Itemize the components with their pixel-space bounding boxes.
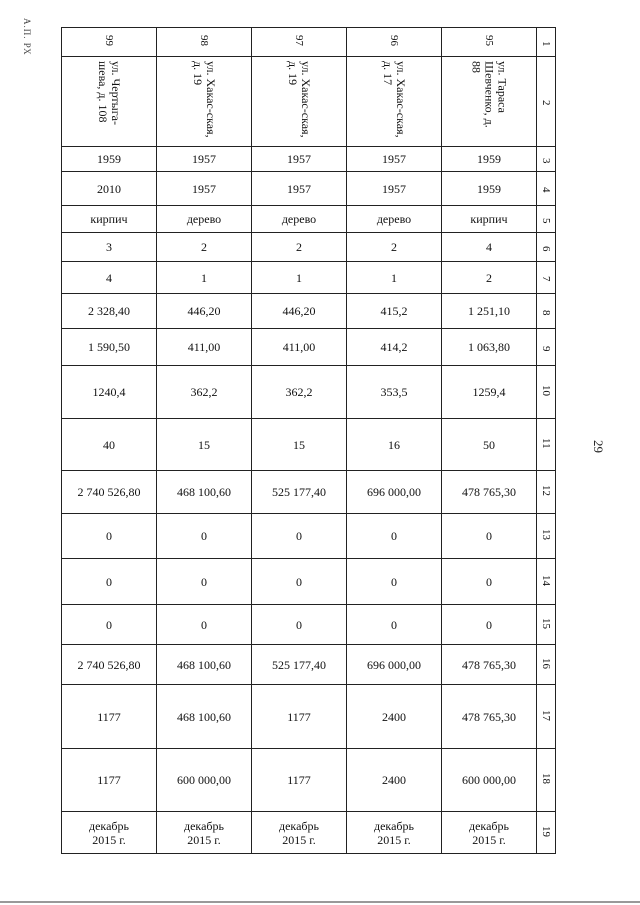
table-cell: 478 765,30 xyxy=(442,471,537,514)
address-cell: ул. Тараса Шевченко, д. 88 xyxy=(442,57,537,147)
column-number-cell: 13 xyxy=(537,514,556,559)
table-row-col1 xyxy=(62,28,556,57)
address-cell: ул. Хакас-ская, д. 17 xyxy=(347,57,442,147)
table-cell: 478 765,30 xyxy=(442,685,537,749)
date-year: 2015 г. xyxy=(282,832,316,847)
table-cell: кирпич xyxy=(62,206,157,233)
table-cell: 1 590,50 xyxy=(62,329,157,366)
table-row-col10 xyxy=(62,366,556,419)
date-year: 2015 г. xyxy=(472,832,506,847)
table-cell: 414,2 xyxy=(347,329,442,366)
address-cell: ул. Хакас-ская, д. 19 xyxy=(252,57,347,147)
date-month: декабрь xyxy=(184,818,224,833)
column-number-cell: 16 xyxy=(537,645,556,685)
table-cell: 0 xyxy=(62,559,157,605)
date-year: 2015 г. xyxy=(187,832,221,847)
table-cell: 1177 xyxy=(252,685,347,749)
table-row-col13 xyxy=(62,514,556,559)
table-row-col11 xyxy=(62,419,556,471)
table-cell: 15 xyxy=(252,419,347,471)
date-cell xyxy=(442,812,537,854)
table-row-col6 xyxy=(62,233,556,262)
table-cell: 0 xyxy=(347,514,442,559)
date-year: 2015 г. xyxy=(92,832,126,847)
date-cell xyxy=(347,812,442,854)
table-cell: 0 xyxy=(252,514,347,559)
table-cell: 525 177,40 xyxy=(252,645,347,685)
column-number-cell: 2 xyxy=(537,57,556,147)
table-cell: 415,2 xyxy=(347,294,442,329)
table-cell: 0 xyxy=(347,559,442,605)
table-cell: 2 xyxy=(442,262,537,294)
table-cell: 1 251,10 xyxy=(442,294,537,329)
table-cell: 411,00 xyxy=(252,329,347,366)
table-cell: 1957 xyxy=(347,147,442,172)
table-cell: 2400 xyxy=(347,749,442,812)
column-number-cell: 10 xyxy=(537,366,556,419)
table-row-col17 xyxy=(62,685,556,749)
table-cell: 696 000,00 xyxy=(347,645,442,685)
table-cell: 3 xyxy=(62,233,157,262)
table-cell: 0 xyxy=(347,605,442,645)
table-cell: 353,5 xyxy=(347,366,442,419)
date-month: декабрь xyxy=(279,818,319,833)
table-cell: 2400 xyxy=(347,685,442,749)
table-cell: 1959 xyxy=(442,172,537,206)
table-cell: кирпич xyxy=(442,206,537,233)
column-number-cell: 4 xyxy=(537,172,556,206)
table-cell: 1957 xyxy=(252,147,347,172)
column-number-cell: 14 xyxy=(537,559,556,605)
date-cell xyxy=(157,812,252,854)
table-cell: 2010 xyxy=(62,172,157,206)
table-cell: 696 000,00 xyxy=(347,471,442,514)
column-number-cell: 3 xyxy=(537,147,556,172)
column-number-cell: 18 xyxy=(537,749,556,812)
table-cell: 0 xyxy=(252,559,347,605)
table-row-col16 xyxy=(62,645,556,685)
table-cell: 40 xyxy=(62,419,157,471)
table-cell: 2 xyxy=(252,233,347,262)
table-cell: 0 xyxy=(62,605,157,645)
table-cell: 1957 xyxy=(347,172,442,206)
table-cell: 15 xyxy=(157,419,252,471)
table-row-col5 xyxy=(62,206,556,233)
table-cell: 411,00 xyxy=(157,329,252,366)
table-cell: 0 xyxy=(442,514,537,559)
table-cell: 1959 xyxy=(442,147,537,172)
table-cell: 1259,4 xyxy=(442,366,537,419)
table-cell: 0 xyxy=(157,559,252,605)
table-row-col14 xyxy=(62,559,556,605)
date-cell xyxy=(252,812,347,854)
table-cell: 16 xyxy=(347,419,442,471)
table-cell: 50 xyxy=(442,419,537,471)
table-cell: 0 xyxy=(252,605,347,645)
table-cell: 2 328,40 xyxy=(62,294,157,329)
table-cell: 362,2 xyxy=(157,366,252,419)
column-number-cell: 11 xyxy=(537,419,556,471)
column-number-cell: 12 xyxy=(537,471,556,514)
column-number-cell: 1 xyxy=(537,28,556,57)
record-id-cell: 96 xyxy=(347,28,442,57)
table-cell: 600 000,00 xyxy=(157,749,252,812)
date-month: декабрь xyxy=(374,818,414,833)
bottom-rule xyxy=(0,901,640,903)
column-number-cell: 19 xyxy=(537,812,556,854)
record-id-cell: 99 xyxy=(62,28,157,57)
column-number-cell: 7 xyxy=(537,262,556,294)
column-number-cell: 6 xyxy=(537,233,556,262)
table-row-col3 xyxy=(62,147,556,172)
table-cell: 1959 xyxy=(62,147,157,172)
column-number-cell: 15 xyxy=(537,605,556,645)
column-number-cell: 9 xyxy=(537,329,556,366)
column-number-cell: 17 xyxy=(537,685,556,749)
table-row-col2 xyxy=(62,57,556,147)
table-cell: 1 xyxy=(252,262,347,294)
column-number-cell: 5 xyxy=(537,206,556,233)
table-cell: 468 100,60 xyxy=(157,471,252,514)
table-cell: 1 xyxy=(347,262,442,294)
table-row-col19 xyxy=(62,812,556,854)
table-row-col8 xyxy=(62,294,556,329)
table-cell: 525 177,40 xyxy=(252,471,347,514)
record-id-cell: 98 xyxy=(157,28,252,57)
table-cell: дерево xyxy=(157,206,252,233)
table-cell: 1 063,80 xyxy=(442,329,537,366)
table-cell: 2 xyxy=(157,233,252,262)
address-cell: ул. Чертыга-шева, д. 108 xyxy=(62,57,157,147)
table-cell: 1177 xyxy=(62,749,157,812)
column-number-cell: 8 xyxy=(537,294,556,329)
table-cell: 1177 xyxy=(62,685,157,749)
table-row-col12 xyxy=(62,471,556,514)
table-cell: 0 xyxy=(442,605,537,645)
table-cell: 2 740 526,80 xyxy=(62,471,157,514)
table-cell: 1957 xyxy=(157,172,252,206)
margin-note: А.П. РХ xyxy=(22,18,32,56)
table-cell: 2 xyxy=(347,233,442,262)
table-cell: 1240,4 xyxy=(62,366,157,419)
table-cell: 478 765,30 xyxy=(442,645,537,685)
record-id-cell: 95 xyxy=(442,28,537,57)
table-cell: 468 100,60 xyxy=(157,645,252,685)
date-month: декабрь xyxy=(469,818,509,833)
date-cell xyxy=(62,812,157,854)
table-cell: 446,20 xyxy=(157,294,252,329)
address-cell: ул. Хакас-ская, д. 19 xyxy=(157,57,252,147)
table-row-col9 xyxy=(62,329,556,366)
table-cell: 0 xyxy=(157,514,252,559)
table-cell: 1957 xyxy=(252,172,347,206)
date-year: 2015 г. xyxy=(377,832,411,847)
date-month: декабрь xyxy=(89,818,129,833)
table-cell: 468 100,60 xyxy=(157,685,252,749)
table-cell: 4 xyxy=(442,233,537,262)
table-cell: 0 xyxy=(442,559,537,605)
table-row-col7 xyxy=(62,262,556,294)
table-cell: 0 xyxy=(157,605,252,645)
table-cell: дерево xyxy=(252,206,347,233)
housing-table xyxy=(61,27,556,854)
table-cell: 446,20 xyxy=(252,294,347,329)
table-row-col18 xyxy=(62,749,556,812)
record-id-cell: 97 xyxy=(252,28,347,57)
table-row-col4 xyxy=(62,172,556,206)
table-cell: 1 xyxy=(157,262,252,294)
table-cell: 0 xyxy=(62,514,157,559)
page-number: 29 xyxy=(591,440,606,453)
table-cell: дерево xyxy=(347,206,442,233)
table-cell: 1957 xyxy=(157,147,252,172)
table-cell: 2 740 526,80 xyxy=(62,645,157,685)
table-cell: 362,2 xyxy=(252,366,347,419)
table-cell: 4 xyxy=(62,262,157,294)
table-row-col15 xyxy=(62,605,556,645)
table-cell: 600 000,00 xyxy=(442,749,537,812)
table-cell: 1177 xyxy=(252,749,347,812)
